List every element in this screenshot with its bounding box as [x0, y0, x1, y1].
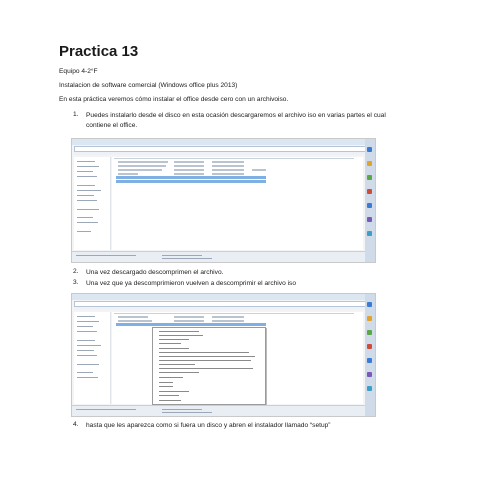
step-text: Puedes instalarlo desde el disco en esta ocasión descargaremos el archivo iso en varias partes el cual contiene el office. [86, 112, 386, 129]
window-titlebar [72, 139, 375, 145]
menu-bar [74, 307, 373, 310]
nav-pane [74, 157, 111, 250]
step-number: 3. [73, 279, 79, 286]
step-text: Una vez descargado descomprimen el archivo. [86, 269, 224, 276]
step-text: Una vez que ya descomprimieron vuelven a descomprimir el archivo iso [86, 280, 296, 287]
intro-line: En esta práctica veremos cómo instalar el office desde cero con un archivoiso. [59, 96, 289, 103]
step-number: 4. [73, 421, 79, 428]
file-list [112, 157, 363, 250]
context-menu [152, 327, 266, 405]
status-bar [72, 405, 365, 416]
nav-pane [74, 312, 111, 404]
status-bar [72, 251, 365, 262]
page-title: Practica 13 [59, 43, 139, 60]
taskbar-right [365, 294, 375, 416]
step-number: 2. [73, 268, 79, 275]
screenshot-explorer-iso-parts [71, 138, 376, 263]
step-text: hasta que les aparezca como si fuera un disco y abren el instalador llamado “setup” [86, 422, 331, 429]
window-titlebar [72, 294, 375, 300]
step-number: 1. [73, 111, 79, 118]
subtitle-line: Instalacion de software comercial (Windows office plus 2013) [59, 82, 238, 89]
menu-bar [74, 152, 373, 155]
taskbar-right [365, 139, 375, 262]
team-line: Equipo 4-2°F [59, 68, 98, 75]
screenshot-explorer-context-menu [71, 293, 376, 417]
